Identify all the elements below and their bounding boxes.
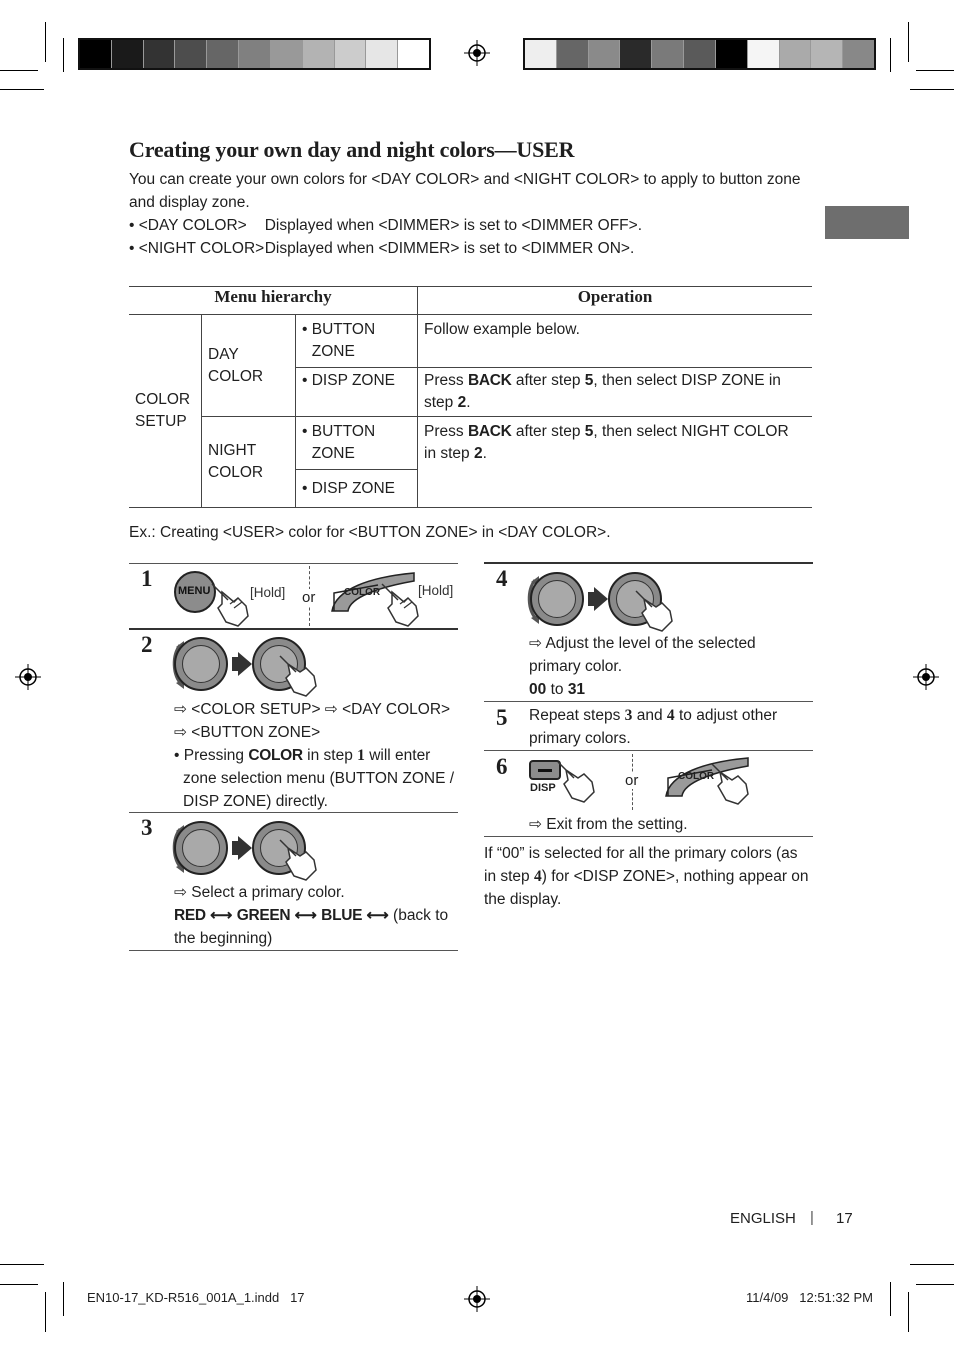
divider [484,701,813,702]
back-button-label: BACK [467,372,512,389]
crop-mark [0,70,38,71]
hold-label: [Hold] [418,583,454,598]
bullet-day: • <DAY COLOR> Displayed when <DIMMER> is set to <DIMMER OFF>. [129,214,819,237]
disp-button-label: DISP [530,782,556,794]
registration-mark-icon [464,40,490,66]
step-number: 1 [141,566,153,591]
menu-item-night-color: NIGHT COLOR [208,442,264,481]
crop-mark [0,1284,38,1285]
note-text: DISP ZONE) directly. [183,793,328,810]
page-number: 17 [836,1210,853,1227]
color-swatch [780,40,812,68]
header-menu-hierarchy: Menu hierarchy [129,287,418,315]
menu-item-button-zone: BUTTON ZONE [311,423,376,462]
step-ref: 5 [584,372,594,389]
crop-mark [63,1282,64,1316]
op-text: , then select DISP ZONE in step [424,372,781,411]
menu-item-disp-zone: DISP ZONE [311,372,395,389]
hand-press-icon [710,762,756,808]
step-ref: 3 [624,707,633,724]
color-red: RED [174,907,206,924]
registration-mark-icon [464,1286,490,1312]
step-number: 3 [141,815,153,840]
note-line: ) for <DISP ZONE>, nothing appear on [541,868,809,885]
color-green: GREEN [236,907,291,924]
cell-night-color [202,417,296,508]
step-number: 4 [496,566,508,591]
intro-line: You can create your own colors for <DAY COLOR> and <NIGHT COLOR> to apply to button zone [129,171,801,188]
crop-mark [908,22,909,62]
divider [484,562,813,564]
crop-mark [45,1292,46,1332]
hand-press-icon [634,589,680,633]
note-line: If “00” is selected for all the primary colors (as [484,845,798,862]
color-swatch [748,40,780,68]
double-arrow-icon: ⟷ [294,907,317,924]
step-ref: 5 [584,423,594,440]
cell-day-button-zone: • BUTTON ZONE [296,315,418,368]
hand-press-icon [278,654,324,698]
color-swatch [525,40,557,68]
step-instruction: ⇨ Select a primary color. [174,884,345,901]
crop-mark [908,1292,909,1332]
menu-item-day-color: DAY COLOR [208,345,264,385]
crop-mark [916,1284,954,1285]
step-ref: 1 [357,747,365,764]
registration-mark-icon [15,664,41,690]
step-note: • Pressing COLOR in step 1 will enter [174,747,431,764]
language-label: ENGLISH [730,1210,796,1227]
double-arrow-icon: ⟷ [210,907,233,924]
bullet-night: • <NIGHT COLOR>Displayed when <DIMMER> is set to <DIMMER ON>. [129,237,819,260]
page-title: Creating your own day and night colors—USER [129,137,575,162]
bullet-desc: Displayed when <DIMMER> is set to <DIMMER OFF>. [264,217,643,234]
color-button-ref: COLOR [248,747,303,764]
color-swatch [366,40,398,68]
color-swatch [652,40,684,68]
cell-night-button-zone: • BUTTON ZONE [296,417,418,470]
color-swatch [811,40,843,68]
grayscale-bar-left [78,38,431,70]
color-swatch [239,40,271,68]
range-to: to [550,681,564,698]
cycle-note: the beginning) [174,930,273,947]
step-instruction: and [636,707,663,724]
bullet-term: <DAY COLOR> [138,217,247,234]
menu-item-button-zone: BUTTON ZONE [311,321,376,360]
range-max: 31 [567,681,586,698]
color-swatch [335,40,367,68]
note-text [484,842,814,911]
note-text: in step [307,747,353,764]
note-line: the display. [484,891,562,908]
color-swatch [620,40,652,68]
header-operation: Operation [418,287,813,315]
menu-item-color-setup: COLOR SETUP [135,391,191,430]
control-knob [530,572,584,626]
hand-press-icon [208,578,254,628]
arrow-right-icon [594,587,608,611]
level-range [529,678,814,701]
color-swatch [716,40,748,68]
print-date-info: 11/4/09 12:51:32 PM [746,1290,873,1305]
registration-mark-icon [913,664,939,690]
cell-op-disp: Press BACK after step 5, then select DISP ZONE in step 2. [418,368,813,417]
color-swatch [398,40,429,68]
or-label: or [625,772,639,789]
crop-mark [910,1264,954,1265]
op-text: Follow example below. [424,321,580,338]
step-instruction: primary color. [529,658,623,675]
crop-mark [916,70,954,71]
step5-text [529,704,814,750]
cycle-note: (back to [393,907,449,924]
color-button-label: COLOR [344,587,381,598]
divider [129,950,458,951]
color-swatch [589,40,621,68]
bullet-desc: Displayed when <DIMMER> is set to <DIMMER ON>. [264,240,635,257]
divider [484,750,813,751]
menu-button-label: MENU [178,585,211,597]
op-text: after step [515,423,581,440]
step-ref: 4 [533,868,542,885]
color-swatch [175,40,207,68]
color-cycle [174,904,459,927]
cell-op-follow [418,315,813,368]
crop-mark [0,1264,44,1265]
arrow-right-icon [238,836,252,860]
crop-mark [910,89,954,90]
color-blue: BLUE [321,907,363,924]
step-instruction: ⇨ Adjust the level of the selected [529,635,756,652]
color-button-label: COLOR [678,771,715,782]
step-instruction: to adjust other [678,707,778,724]
color-swatch [112,40,144,68]
arrow-right-icon [238,652,252,676]
color-swatch [80,40,112,68]
step6-text: ⇨ Exit from the setting. [529,816,688,833]
range-min: 00 [529,681,547,698]
color-swatch [303,40,335,68]
divider [129,812,458,813]
step4-text [529,632,814,701]
color-swatch [207,40,239,68]
step-number: 6 [496,754,508,779]
color-swatch [557,40,589,68]
hand-press-icon [278,838,324,882]
divider [129,628,458,630]
intro-line: and display zone. [129,194,250,211]
footer-separator: | [810,1209,814,1226]
divider [484,836,813,837]
step-instruction: ⇨ <COLOR SETUP> ⇨ <DAY COLOR> [174,701,451,718]
step-ref: 4 [666,707,675,724]
hold-label: [Hold] [250,585,286,600]
color-swatch [843,40,874,68]
crop-mark [890,1282,891,1316]
color-swatch [271,40,303,68]
note-text: will enter [369,747,431,764]
step-instruction: ⇨ <BUTTON ZONE> [174,724,321,741]
step-ref: 2 [457,394,467,411]
cell-day-color [202,315,296,417]
step-ref: 2 [473,445,483,462]
op-text: Press [424,423,464,440]
note-text: Pressing [183,747,245,764]
note-line: in step [484,868,530,885]
step-number: 2 [141,632,153,657]
crop-mark [890,38,891,72]
menu-item-disp-zone: DISP ZONE [311,480,395,497]
cell-day-disp-zone: • DISP ZONE [296,368,418,417]
note-text: zone selection menu (BUTTON ZONE / [183,770,455,787]
control-knob [174,637,228,691]
back-button-label: BACK [467,423,512,440]
op-text: Press [424,372,464,389]
menu-hierarchy-table [129,286,812,508]
step3-text [174,881,459,950]
cell-night-disp-zone: • DISP ZONE [296,470,418,508]
crop-mark [45,22,46,62]
double-arrow-icon: ⟷ [366,907,389,924]
color-swatch [684,40,716,68]
op-text: after step [515,372,581,389]
step-number: 5 [496,705,508,730]
op-text: , then select NIGHT COLOR in step [424,423,789,462]
hand-press-icon [556,760,602,806]
example-text: Ex.: Creating <USER> color for <BUTTON ZONE> in <DAY COLOR>. [129,524,611,541]
divider [129,563,458,564]
cell-op-night: Press BACK after step 5, then select NIGHT COLOR in step 2. [418,417,813,508]
grayscale-bar-right [523,38,876,70]
step2-text [174,698,459,813]
section-tab [825,206,909,239]
crop-mark [63,38,64,72]
print-file-info: EN10-17_KD-R516_001A_1.indd 17 [87,1290,305,1305]
or-label: or [302,589,316,606]
cell-color-setup [129,315,202,508]
crop-mark [0,89,44,90]
control-knob [174,821,228,875]
bullet-term: <NIGHT COLOR> [138,240,265,257]
color-swatch [144,40,176,68]
step-instruction: primary colors. [529,730,631,747]
step-instruction: Repeat steps [529,707,621,724]
intro-text [129,168,819,260]
